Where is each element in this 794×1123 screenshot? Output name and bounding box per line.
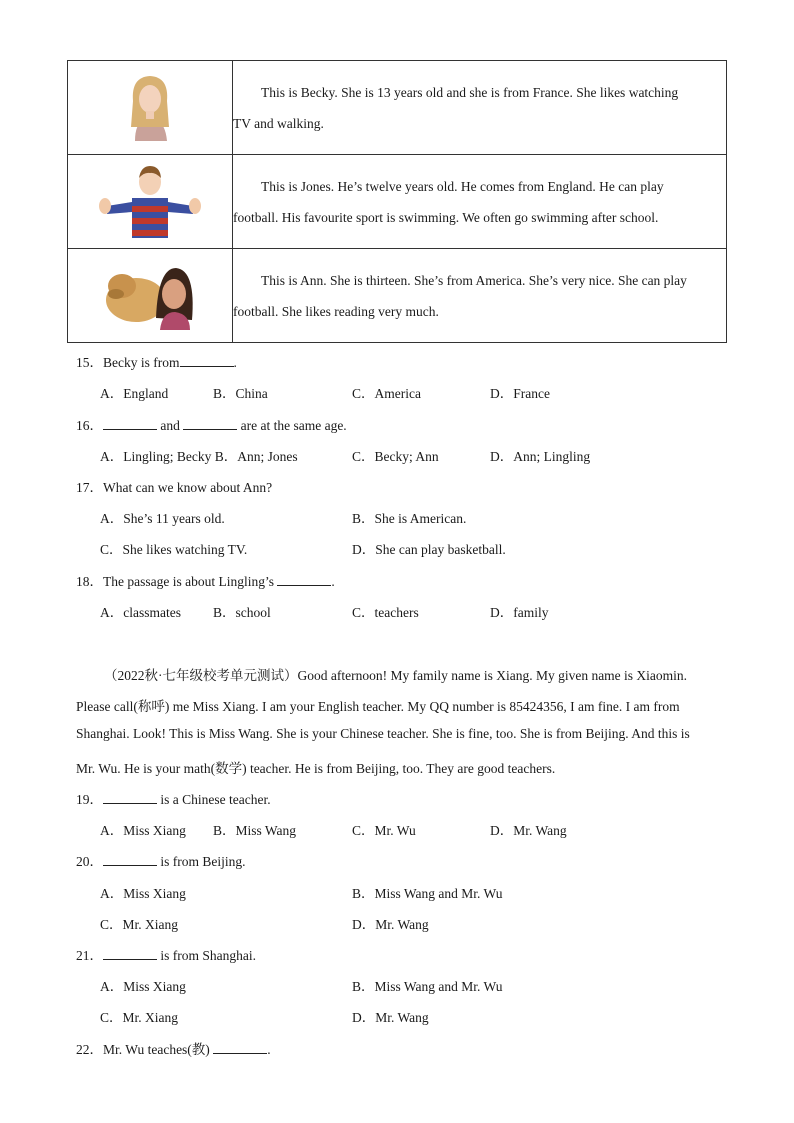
- becky-photo-cell: [68, 61, 233, 155]
- question-number: 22．: [76, 1042, 103, 1057]
- answer-blank[interactable]: [103, 417, 157, 430]
- option-a[interactable]: A．classmates: [100, 605, 181, 620]
- option-b[interactable]: B．She is American.: [352, 511, 467, 526]
- ann-text-line1: This is Ann. She is thirteen. She’s from America. She’s very nice. She can play: [261, 272, 687, 288]
- option-c[interactable]: C．Mr. Wu: [352, 823, 416, 838]
- option-b[interactable]: B．Miss Wang and Mr. Wu: [352, 886, 503, 901]
- passage-line-2: Please call(称呼) me Miss Xiang. I am your English teacher. My QQ number is 85424356, I am fine. I am from: [76, 699, 680, 714]
- question-17: [76, 476, 272, 496]
- option-d[interactable]: D．France: [490, 386, 550, 401]
- question-20: [76, 850, 246, 870]
- jones-description: [233, 155, 727, 249]
- question-text-end: .: [331, 574, 335, 589]
- option-d[interactable]: D．Mr. Wang: [352, 917, 429, 932]
- option-b[interactable]: B．school: [213, 605, 271, 620]
- question-18: [76, 570, 335, 590]
- question-text: and: [160, 418, 180, 433]
- option-d[interactable]: D．Mr. Wang: [352, 1010, 429, 1025]
- question-number: 18．: [76, 574, 103, 589]
- passage-line-4: Mr. Wu. He is your math(数学) teacher. He is from Beijing, too. They are good teachers.: [76, 761, 556, 776]
- becky-description: [233, 61, 727, 155]
- answer-blank[interactable]: [103, 791, 157, 804]
- question-text: is from Beijing.: [160, 854, 246, 869]
- ann-portrait: [100, 260, 200, 332]
- profile-table: [67, 60, 727, 343]
- becky-portrait: [115, 71, 185, 145]
- question-number: 19．: [76, 792, 103, 807]
- answer-blank[interactable]: [180, 354, 234, 367]
- option-a[interactable]: A．Miss Xiang: [100, 979, 186, 994]
- question-19: [76, 788, 271, 808]
- passage-line-1: [104, 664, 687, 684]
- question-15: [76, 351, 237, 371]
- question-number: 16．: [76, 418, 103, 433]
- option-c[interactable]: C．She likes watching TV.: [100, 542, 248, 557]
- option-a[interactable]: A．She’s 11 years old.: [100, 511, 225, 526]
- answer-blank[interactable]: [183, 417, 237, 430]
- question-21: [76, 944, 256, 964]
- option-a[interactable]: A．Miss Xiang: [100, 886, 186, 901]
- passage-line-3: Shanghai. Look! This is Miss Wang. She is your Chinese teacher. She is fine, too. She is from Beijing. And this is: [76, 726, 690, 741]
- answer-blank[interactable]: [277, 573, 331, 586]
- table-row: [68, 249, 727, 343]
- option-b[interactable]: B．China: [213, 386, 268, 401]
- jones-text-line1: This is Jones. He’s twelve years old. He comes from England. He can play: [261, 178, 664, 194]
- passage-text: Good afternoon! My family name is Xiang. My given name is Xiaomin.: [297, 668, 688, 683]
- option-a[interactable]: A．England: [100, 386, 169, 401]
- option-c[interactable]: C．America: [352, 386, 421, 401]
- option-b[interactable]: B．Miss Wang and Mr. Wu: [352, 979, 503, 994]
- option-d[interactable]: D．Ann; Lingling: [490, 449, 591, 464]
- becky-text-line1: This is Becky. She is 13 years old and she is from France. She likes watching: [261, 84, 679, 100]
- option-c[interactable]: C．Mr. Xiang: [100, 917, 179, 932]
- becky-text-line2: TV and walking.: [233, 115, 324, 131]
- question-number: 21．: [76, 948, 103, 963]
- table-row: [68, 155, 727, 249]
- passage-source: （2022秋·七年级校考单元测试）: [104, 668, 298, 683]
- jones-portrait: [95, 162, 205, 242]
- option-d[interactable]: D．family: [490, 605, 549, 620]
- ann-photo-cell: [68, 249, 233, 343]
- jones-photo-cell: [68, 155, 233, 249]
- question-text: Becky is from: [103, 355, 180, 370]
- jones-text-line2: football. His favourite sport is swimming. We often go swimming after school.: [233, 209, 659, 225]
- answer-blank[interactable]: [103, 947, 157, 960]
- option-ab[interactable]: A．Lingling; Becky B．Ann; Jones: [100, 449, 298, 464]
- option-d[interactable]: D．Mr. Wang: [490, 823, 567, 838]
- question-text: Mr. Wu teaches(教): [103, 1042, 210, 1057]
- ann-description: [233, 249, 727, 343]
- question-number: 20．: [76, 854, 103, 869]
- question-text-end: .: [233, 355, 237, 370]
- question-text: What can we know about Ann?: [103, 480, 273, 495]
- option-b[interactable]: B．Miss Wang: [213, 823, 297, 838]
- question-22: [76, 1038, 271, 1058]
- question-text: is from Shanghai.: [160, 948, 256, 963]
- question-text-end: are at the same age.: [240, 418, 347, 433]
- answer-blank[interactable]: [103, 853, 157, 866]
- question-text: The passage is about Lingling’s: [103, 574, 274, 589]
- option-c[interactable]: C．teachers: [352, 605, 419, 620]
- ann-text-line2: football. She likes reading very much.: [233, 303, 439, 319]
- question-16: [76, 414, 347, 434]
- question-number: 17．: [76, 480, 103, 495]
- question-number: 15．: [76, 355, 103, 370]
- table-row: [68, 61, 727, 155]
- question-text: is a Chinese teacher.: [160, 792, 271, 807]
- option-a[interactable]: A．Miss Xiang: [100, 823, 186, 838]
- option-c[interactable]: C．Mr. Xiang: [100, 1010, 179, 1025]
- answer-blank[interactable]: [213, 1041, 267, 1054]
- question-text-end: .: [267, 1042, 271, 1057]
- option-d[interactable]: D．She can play basketball.: [352, 542, 506, 557]
- option-c[interactable]: C．Becky; Ann: [352, 449, 439, 464]
